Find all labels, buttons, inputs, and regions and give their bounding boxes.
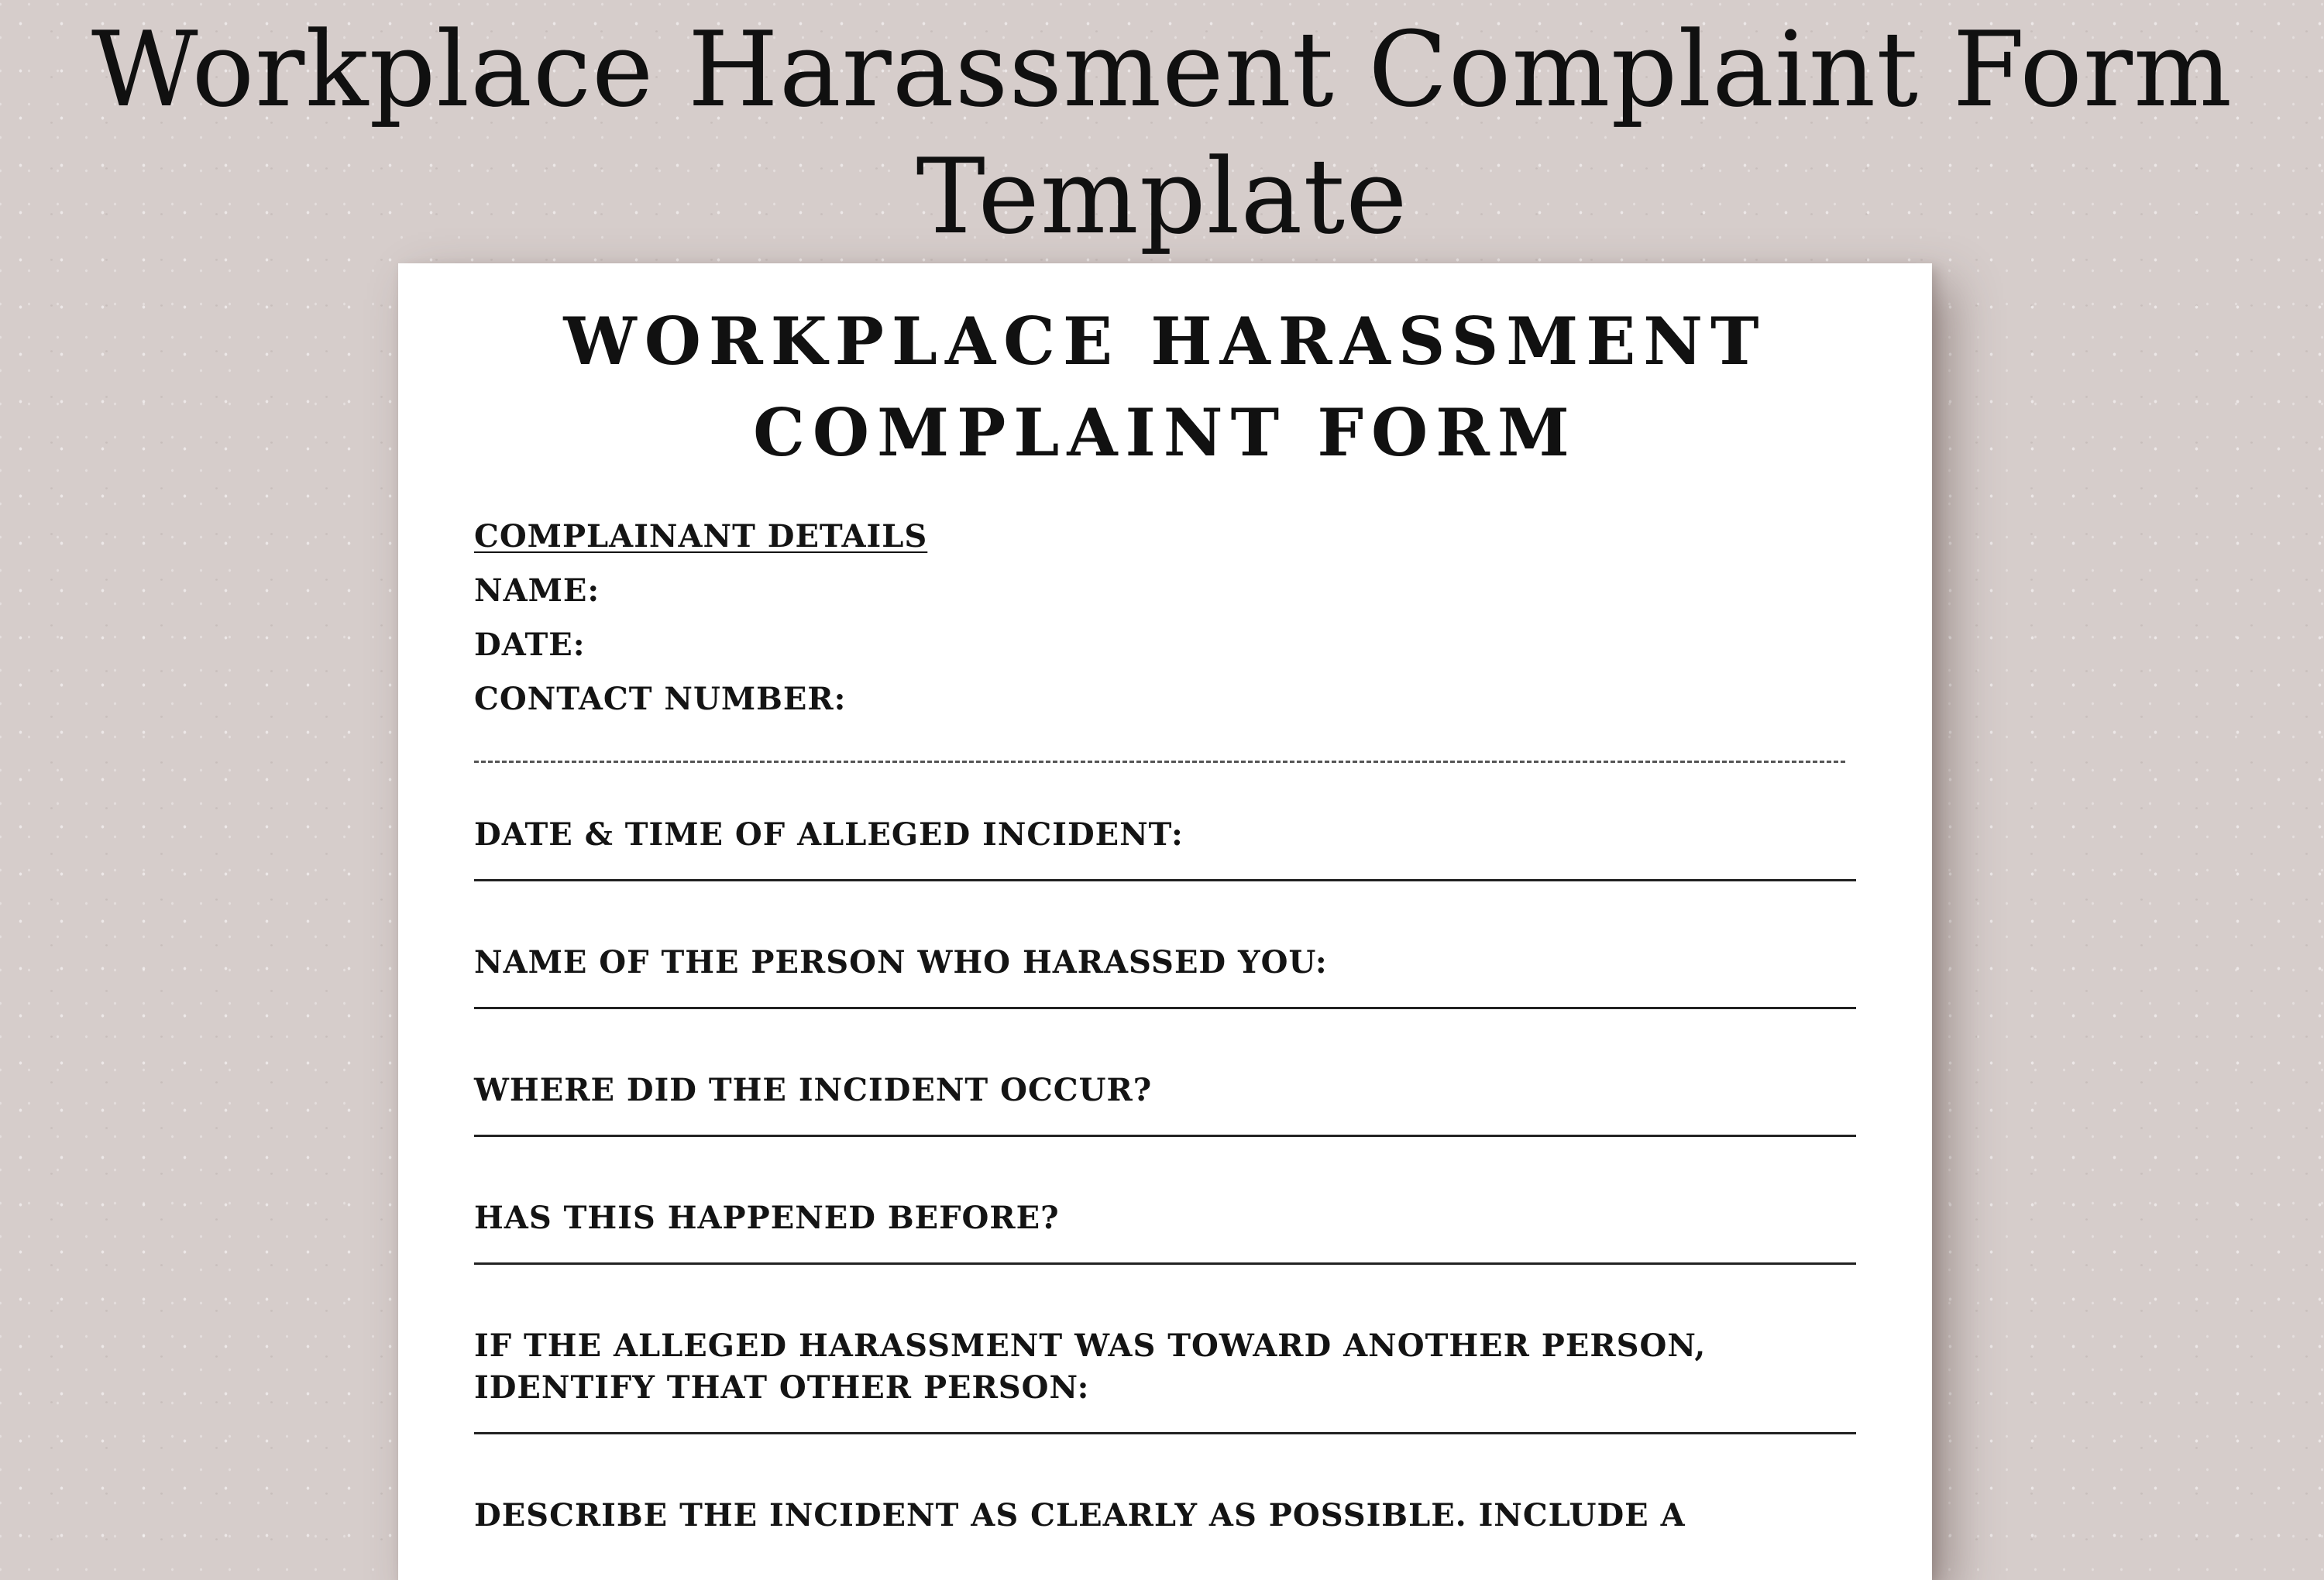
question-incident-datetime	[474, 814, 1856, 881]
form-sheet	[398, 263, 1932, 1580]
answer-line[interactable]	[474, 1432, 1856, 1434]
form-title	[398, 296, 1932, 479]
form-content	[474, 510, 1856, 1537]
question-label: HAS THIS HAPPENED BEFORE?	[474, 1200, 1060, 1236]
question-describe-incident	[474, 1495, 1856, 1537]
question-label: IF THE ALLEGED HARASSMENT WAS TOWARD ANOTHER PERSON, IDENTIFY THAT OTHER PERSON:	[474, 1328, 1707, 1406]
question-label: NAME OF THE PERSON WHO HARASSED YOU:	[474, 944, 1328, 981]
question-happened-before	[474, 1197, 1856, 1265]
question-label: DATE & TIME OF ALLEGED INCIDENT:	[474, 816, 1184, 853]
question-harasser-name	[474, 942, 1856, 1009]
answer-line[interactable]	[474, 1135, 1856, 1137]
answer-line[interactable]	[474, 1007, 1856, 1009]
question-label: DESCRIBE THE INCIDENT AS CLEARLY AS POSSIBLE. INCLUDE A	[474, 1497, 1686, 1534]
name-field-label: NAME:	[474, 572, 600, 609]
question-incident-location	[474, 1070, 1856, 1137]
date-field-label: DATE:	[474, 627, 586, 663]
page-title: Workplace Harassment Complaint Form Template	[91, 9, 2233, 257]
question-label: WHERE DID THE INCIDENT OCCUR?	[474, 1072, 1153, 1108]
form-title-line-1: WORKPLACE HARASSMENT	[563, 303, 1767, 380]
form-title-line-2: COMPLAINT FORM	[753, 394, 1577, 471]
dashed-divider	[474, 761, 1845, 763]
contact-number-field-label: CONTACT NUMBER:	[474, 681, 847, 717]
question-other-person	[474, 1325, 1856, 1434]
answer-line[interactable]	[474, 879, 1856, 881]
complainant-details-heading: COMPLAINANT DETAILS	[474, 518, 928, 555]
answer-line[interactable]	[474, 1262, 1856, 1265]
